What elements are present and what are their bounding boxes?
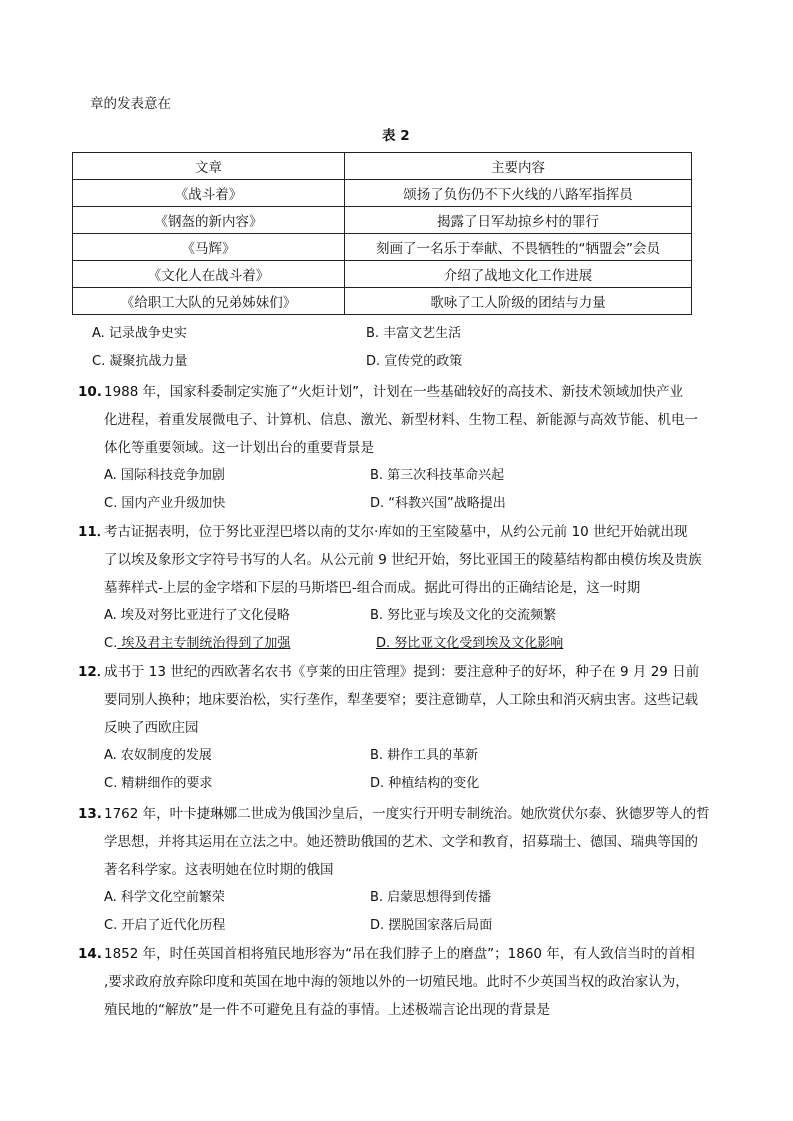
table-header-row: [73, 153, 692, 180]
q9-option-c: C. 凝聚抗战力量: [92, 354, 188, 369]
table-cell-content: 揭露了日军劫掠乡村的罪行: [345, 207, 692, 234]
q11-option-c: [104, 634, 290, 654]
q11-option-c-prefix: C.: [104, 636, 118, 651]
q11-option-a: A. 埃及对努比亚进行了文化侵略: [104, 608, 290, 623]
q12-option-d: D. 种植结构的变化: [370, 776, 480, 791]
table-row: [73, 261, 692, 288]
table-cell-article: 《给职工大队的兄弟姊妹们》: [73, 288, 345, 315]
q10-option-a: A. 国际科技竞争加剧: [104, 468, 225, 483]
table-cell-article: 《战斗着》: [73, 180, 345, 207]
table-cell-content: 介绍了战地文化工作进展: [345, 261, 692, 288]
q14-line-2: ,要求政府放弃除印度和英国在地中海的领地以外的一切殖民地。此时不少英国当权的政治家认为，: [104, 974, 689, 990]
intro-line: 章的发表意在: [90, 96, 171, 112]
q13-line-3: 著名科学家。这表明她在位时期的俄国: [104, 862, 334, 878]
q10-line-3: 体化等重要领域。这一计划出台的重要背景是: [104, 440, 374, 456]
table-cell-content: 刻画了一名乐于奉献、不畏牺牲的“牺盟会”会员: [345, 234, 692, 261]
q13-option-c: C. 开启了近代化历程: [104, 918, 226, 933]
q13-option-a: A. 科学文化空前繁荣: [104, 890, 225, 905]
q11-option-d: [376, 634, 563, 654]
table-title: 表 2: [382, 128, 410, 144]
table-row: [73, 234, 692, 261]
table-cell-article: 《钢盔的新内容》: [73, 207, 345, 234]
q10-line-2: 化进程，着重发展微电子、计算机、信息、激光、新型材料、生物工程、新能源与高效节能、机电一: [104, 412, 698, 428]
q11-line-1: 考古证据表明，位于努比亚涅巴塔以南的艾尔·库如的王室陵墓中，从约公元前 10 世纪开始就出现: [104, 524, 688, 540]
table-header-content: 主要内容: [345, 153, 692, 180]
article-table: [72, 152, 692, 315]
q11-option-d-text: 努比亚文化受到埃及文化影响: [390, 636, 564, 651]
table-header-article: 文章: [73, 153, 345, 180]
table-row: [73, 180, 692, 207]
q14-number: 14.: [78, 946, 102, 962]
q9-option-a: A. 记录战争史实: [92, 326, 187, 341]
q9-option-b: B. 丰富文艺生活: [366, 326, 462, 341]
q13-line-1: 1762 年，叶卡捷琳娜二世成为俄国沙皇后，一度实行开明专制统治。她欣赏伏尔泰、狄德罗等人的哲: [104, 806, 710, 822]
q9-option-d: D. 宣传党的政策: [366, 354, 463, 369]
q11-option-d-prefix: D.: [376, 636, 391, 651]
q12-line-3: 反映了西欧庄园: [104, 720, 199, 736]
q11-option-b: B. 努比亚与埃及文化的交流频繁: [370, 608, 557, 623]
q12-line-1: 成书于 13 世纪的西欧著名农书《亨莱的田庄管理》提到：要注意种子的好坏，种子在 9 月 29 日前: [104, 664, 700, 680]
q13-option-d: D. 摆脱国家落后局面: [370, 918, 493, 933]
q11-option-c-text: 埃及君主专制统治得到了加强: [117, 636, 291, 651]
q11-line-3: 墓葬样式-上层的金字塔和下层的马斯塔巴-组合而成。据此可得出的正确结论是，这一时期: [104, 580, 641, 596]
q10-option-b: B. 第三次科技革命兴起: [370, 468, 505, 483]
q12-option-c: C. 精耕细作的要求: [104, 776, 213, 791]
q12-line-2: 要同别人换种；地床要治松，实行垄作，犁垄要窄；要注意锄草，人工除虫和消灭病虫害。这些记载: [104, 692, 698, 708]
q10-option-c: C. 国内产业升级加快: [104, 496, 226, 511]
q13-number: 13.: [78, 806, 102, 822]
q10-number: 10.: [78, 384, 102, 400]
q10-line-1: 1988 年，国家科委制定实施了“火炬计划”，计划在一些基础较好的高技术、新技术领域加快产业: [104, 384, 684, 400]
q13-line-2: 学思想，并将其运用在立法之中。她还赞助俄国的艺术、文学和教育，招募瑞士、德国、瑞典等国的: [104, 834, 698, 850]
q12-option-a: A. 农奴制度的发展: [104, 748, 212, 763]
q11-number: 11．: [78, 524, 111, 540]
table-row: [73, 288, 692, 315]
table-row: [73, 207, 692, 234]
q12-option-b: B. 耕作工具的革新: [370, 748, 479, 763]
table-cell-content: 歌咏了工人阶级的团结与力量: [345, 288, 692, 315]
q12-number: 12．: [78, 664, 111, 680]
q11-line-2: 了以埃及象形文字符号书写的人名。从公元前 9 世纪开始，努比亚国王的陵墓结构都由模仿埃及贵族: [104, 552, 702, 568]
table-cell-article: 《马辉》: [73, 234, 345, 261]
q14-line-3: 殖民地的“解放”是一件不可避免且有益的事情。上述极端言论出现的背景是: [104, 1002, 550, 1018]
q14-line-1: 1852 年，时任英国首相将殖民地形容为“吊在我们脖子上的磨盘”；1860 年，有人致信当时的首相: [104, 946, 695, 962]
table-cell-content: 颂扬了负伤仍不下火线的八路军指挥员: [345, 180, 692, 207]
q13-option-b: B. 启蒙思想得到传播: [370, 890, 492, 905]
q10-option-d: D. “科教兴国”战略提出: [370, 496, 506, 511]
table-cell-article: 《文化人在战斗着》: [73, 261, 345, 288]
